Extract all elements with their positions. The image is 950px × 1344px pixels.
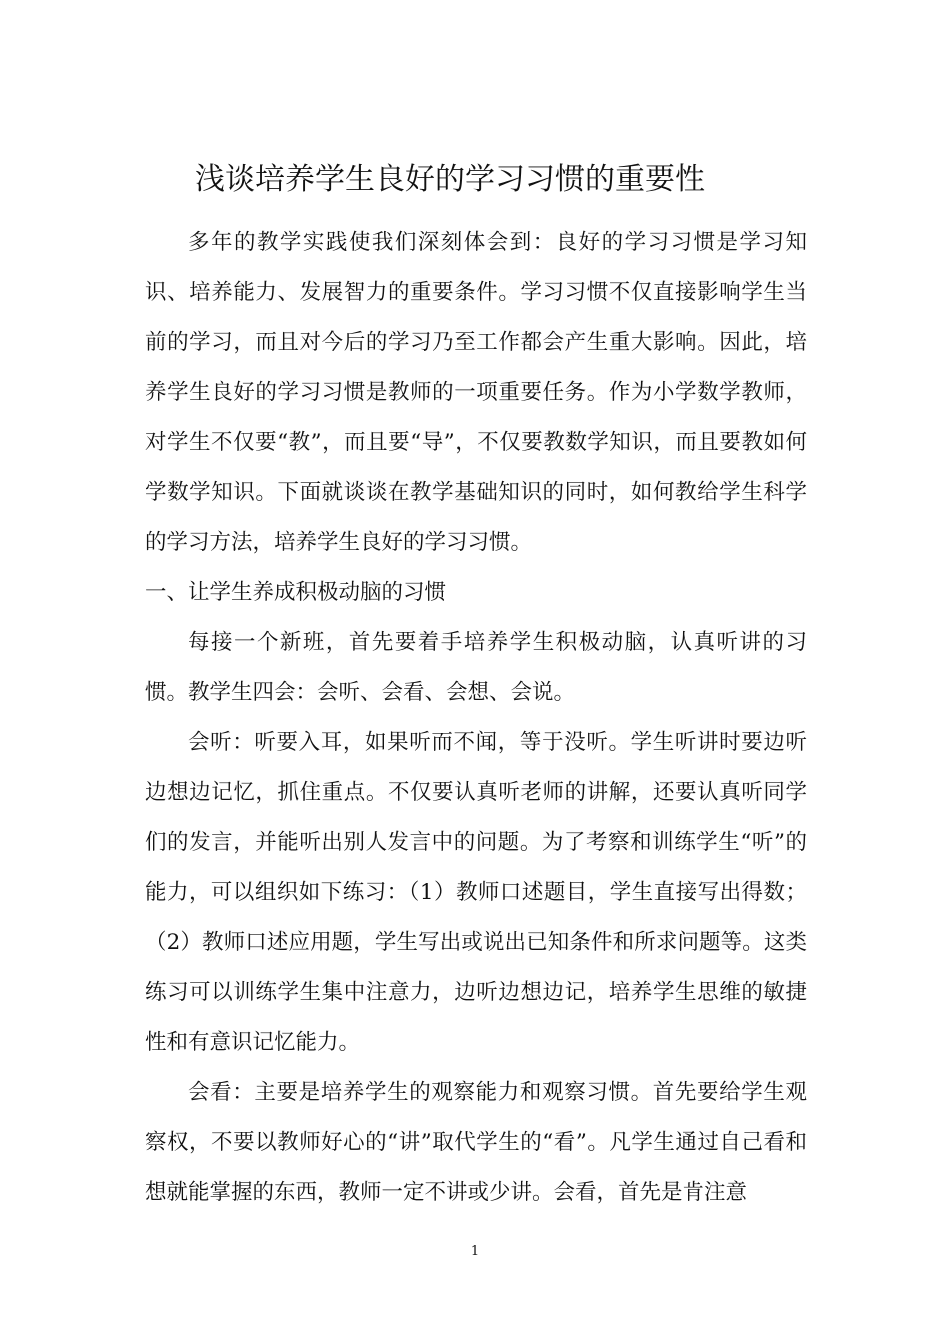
paragraph-intro: 多年的教学实践使我们深刻体会到：良好的学习习惯是学习知识、培养能力、发展智力的重要条件。学习习惯不仅直接影响学生当前的学习，而且对今后的学习乃至工作都会产生重大影响。因此，培养学生良好的学习习惯是教师的一项重要任务。作为小学数学教师，对学生不仅要“教”，而且要“导”，不仅要教数学知识，而且要教如何学数学知识。下面就谈谈在教学基础知识的同时，如何教给学生科学的学习方法，培养学生良好的学习习惯。	[145, 230, 807, 555]
paragraph-four-skills: 每接一个新班，首先要着手培养学生积极动脑，认真听讲的习惯。教学生四会：会听、会看、会想、会说。	[145, 630, 807, 705]
paragraph-looking: 会看：主要是培养学生的观察能力和观察习惯。首先要给学生观察权，不要以教师好心的“讲”取代学生的“看”。凡学生通过自己看和想就能掌握的东西，教师一定不讲或少讲。会看，首先是肯注意	[145, 1080, 807, 1205]
page-number: 1	[470, 1244, 480, 1259]
document-title: 浅谈培养学生良好的学习习惯的重要性	[195, 162, 705, 197]
document-body	[145, 218, 807, 1218]
section-heading-1: 一、让学生养成积极动脑的习惯	[145, 580, 447, 605]
paragraph-listening: 会听：听要入耳，如果听而不闻，等于没听。学生听讲时要边听边想边记忆，抓住重点。不仅要认真听老师的讲解，还要认真听同学们的发言，并能听出别人发言中的问题。为了考察和训练学生“听”的能力，可以组织如下练习：（1）教师口述题目，学生直接写出得数；（2）教师口述应用题，学生写出或说出已知条件和所求问题等。这类练习可以训练学生集中注意力，边听边想边记，培养学生思维的敏捷性和有意识记忆能力。	[145, 730, 807, 1055]
